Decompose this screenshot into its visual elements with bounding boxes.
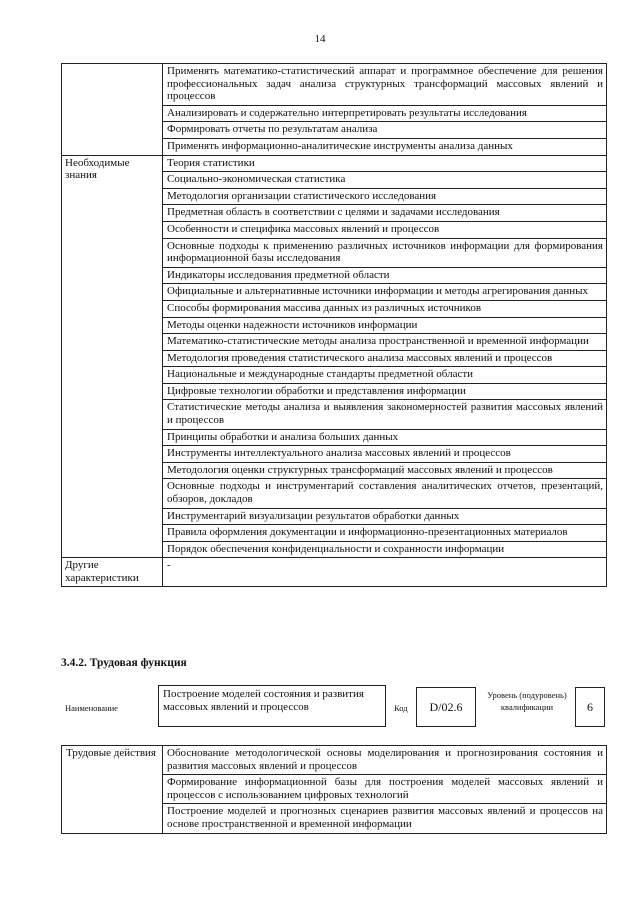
knowledge-row-text: Способы формирования массива данных из различных источников [163,300,607,317]
knowledge-row-text: Порядок обеспечения конфиденциальности и сохранности информации [163,541,607,558]
level-box: 6 [575,687,605,727]
knowledge-row-text: Национальные и международные стандарты предметной области [163,367,607,384]
other-row [62,558,607,586]
knowledge-row-text: Методология организации статистического исследования [163,188,607,205]
knowledge-row-text: Теория статистики [163,155,607,172]
code-label: Код [394,703,408,713]
knowledge-row-text: Основные подходы и инструментарий составления аналитических отчетов, презентаций, обзоров, докладов [163,479,607,508]
skill-row-text: Применять математико-статистический аппарат и программное обеспечение для решения профессиональных задач анализа структурных трансформаций массовых явлений и процессов [163,64,607,106]
section-title: 3.4.2. Трудовая функция [61,657,187,669]
other-label: Другие характеристики [62,558,163,586]
knowledge-row-text: Инструменты интеллектуального анализа массовых явлений и процессов [163,446,607,463]
knowledge-row-text: Официальные и альтернативные источники информации и методы агрегирования данных [163,284,607,301]
action-row-text: Формирование информационной базы для построения моделей массовых явлений и процессов с использованием цифровых технологий [163,775,607,804]
skill-row-text: Анализировать и содержательно интерпретировать результаты исследования [163,105,607,122]
empty-label-cell [62,64,163,156]
knowledge-row-text: Методология оценки структурных трансформаций массовых явлений и процессов [163,462,607,479]
knowledge-row-text: Индикаторы исследования предметной области [163,267,607,284]
actions-table [61,745,607,834]
action-row-text: Обоснование методологической основы моделирования и прогнозирования состояния и развития массовых явлений и процессов [163,746,607,775]
knowledge-row-text: Правила оформления документации и информационно-презентационных материалов [163,525,607,542]
page-number: 14 [314,33,326,45]
knowledge-row-text: Социально-экономическая статистика [163,172,607,189]
competency-table [61,63,607,587]
skill-row-text: Применять информационно-аналитические инструменты анализа данных [163,138,607,155]
level-label: Уровень (подуровень) квалификации [487,690,567,712]
knowledge-row-text: Математико-статистические методы анализа пространственной и временной информации [163,334,607,351]
actions-label: Трудовые действия [62,746,163,834]
knowledge-row-text: Предметная область в соответствии с целями и задачами исследования [163,205,607,222]
knowledge-row-text: Инструментарий визуализации результатов обработки данных [163,508,607,525]
name-label: Наименование [65,703,118,713]
knowledge-row-text: Статистические методы анализа и выявления закономерностей развития массовых явлений и процессов [163,400,607,429]
function-name-box: Построение моделей состояния и развития массовых явлений и процессов [158,685,386,727]
action-row [62,746,607,775]
function-header [61,685,607,731]
knowledge-row-text: Цифровые технологии обработки и представления информации [163,383,607,400]
skill-row [62,64,607,106]
knowledge-row [62,155,607,172]
knowledge-row-text: Методология проведения статистического анализа массовых явлений и процессов [163,350,607,367]
knowledge-row-text: Методы оценки надежности источников информации [163,317,607,334]
knowledge-row-text: Основные подходы к применению различных источников информации для формирования информационной базы исследования [163,238,607,267]
code-box: D/02.6 [416,687,476,727]
action-row-text: Построение моделей и прогнозных сценариев развития массовых явлений и процессов на основе пространственной и временной информации [163,804,607,833]
knowledge-label: Необходимые знания [62,155,163,558]
other-row-text: - [163,558,607,586]
knowledge-row-text: Принципы обработки и анализа больших данных [163,429,607,446]
skill-row-text: Формировать отчеты по результатам анализа [163,122,607,139]
knowledge-row-text: Особенности и специфика массовых явлений и процессов [163,221,607,238]
